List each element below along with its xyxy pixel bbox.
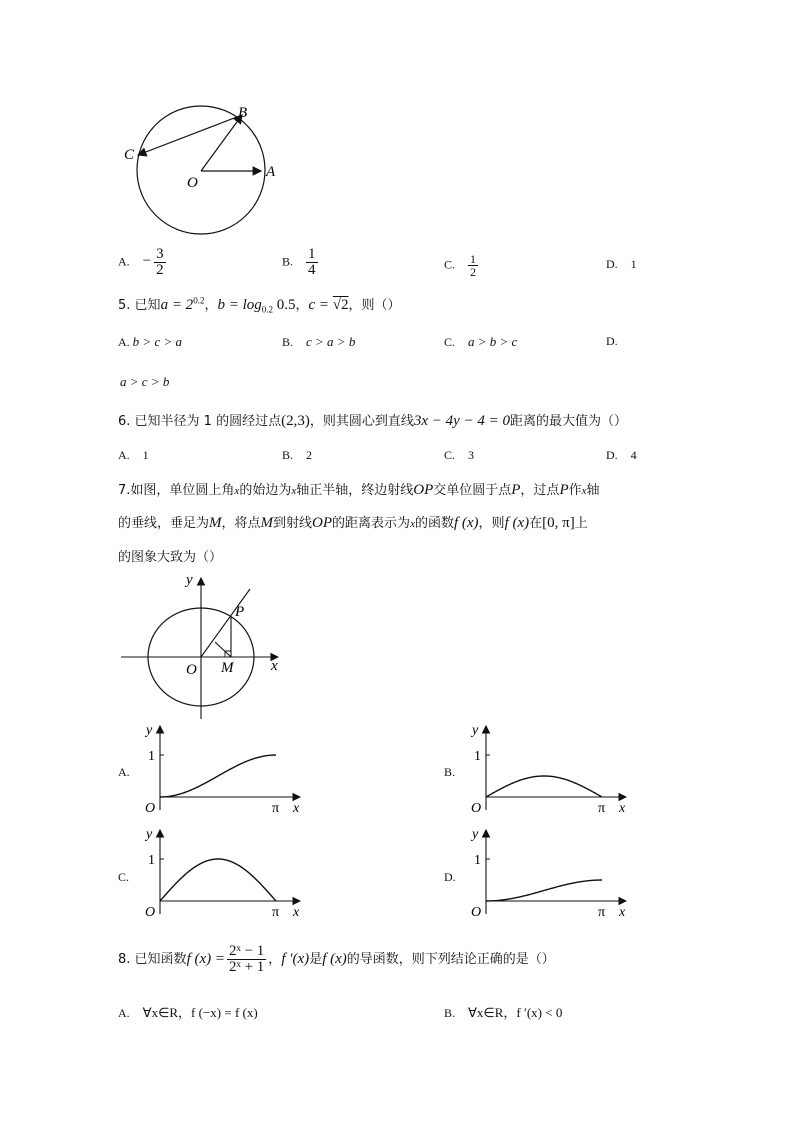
denominator: 4 (308, 262, 316, 278)
question-text: 轴 (586, 483, 600, 498)
math-var: P (559, 482, 569, 498)
label-one: 1 (474, 853, 481, 868)
question-7-line-2 (118, 512, 588, 532)
q6-option-b (282, 448, 312, 463)
distance-segment (215, 642, 231, 657)
option-label: B. (282, 335, 294, 349)
label-p: P (235, 604, 245, 620)
label-pi: π (272, 905, 280, 918)
question-number: 6. (118, 414, 131, 429)
math-func: f (x) (504, 515, 530, 531)
q7-option-c-label: C. (118, 870, 130, 884)
circle-vector-figure (115, 95, 285, 235)
ray-op (201, 589, 250, 657)
question-text: 在 (529, 516, 543, 531)
q6-option-d (606, 448, 637, 463)
label-one: 1 (474, 749, 481, 764)
option-value: 3 (468, 448, 475, 462)
option-text: ∀x∈R，f ′(x) < 0 (468, 1005, 563, 1020)
vector-bc (138, 115, 242, 155)
question-8 (118, 944, 555, 975)
question-text: 交单位圆于点 (433, 483, 512, 498)
question-text: 是 (309, 952, 323, 967)
question-text: 已知 (134, 298, 161, 313)
question-number: 8. (118, 952, 131, 967)
math-var: x (234, 485, 240, 497)
question-text: ，则其圆心到直线 (309, 414, 414, 429)
label-o: O (145, 905, 156, 918)
option-label: A. (118, 1006, 130, 1020)
option-text: b > c > a (132, 334, 182, 349)
separator: ， (295, 298, 309, 313)
option-label: A. (118, 335, 130, 349)
numerator: 1 (470, 252, 477, 266)
math-func: f ′(x) (281, 951, 310, 967)
label-y: y (146, 827, 153, 842)
label-o: O (471, 801, 482, 814)
graph-option-b (466, 722, 636, 814)
label-o: O (187, 175, 198, 191)
math-func: f (x) (322, 951, 347, 967)
math-b: b = log (217, 297, 262, 313)
q7-option-b-label: B. (444, 765, 456, 779)
option-value: 4 (630, 448, 637, 462)
denominator: 2 (156, 262, 164, 278)
option-text: a > b > c (468, 334, 518, 349)
math-var: x (581, 485, 587, 497)
question-7-line-3 (118, 546, 222, 565)
numerator: 3 (156, 246, 164, 262)
label-pi: π (598, 801, 606, 814)
question-text: 上 (574, 516, 588, 531)
question-number: 7. (118, 483, 131, 498)
label-one: 1 (148, 853, 155, 868)
math-b-arg: 0.5 (273, 297, 296, 313)
question-7-line-1 (118, 479, 600, 499)
q8-option-a (118, 1002, 258, 1021)
option-value: 1 (142, 448, 149, 462)
label-o: O (186, 662, 197, 678)
q5-option-b (282, 334, 355, 350)
label-a: A (266, 164, 276, 180)
math-var: x (410, 518, 415, 530)
q7-option-a-label: A. (118, 765, 130, 779)
graph-option-c (140, 826, 310, 918)
option-label: B. (282, 254, 294, 269)
math-var: P (511, 482, 521, 498)
minus-sign: − (142, 253, 152, 270)
option-label: A. (118, 254, 130, 269)
math-c: c = (308, 297, 333, 313)
question-text: ，将点 (221, 516, 261, 531)
label-pi: π (598, 905, 606, 918)
question-text: 到射线 (273, 516, 313, 531)
label-x: x (619, 905, 626, 918)
function-curve (160, 859, 276, 901)
function-curve (486, 776, 602, 797)
q6-option-a (118, 448, 149, 463)
option-label: C. (444, 335, 456, 349)
label-o: O (145, 801, 156, 814)
question-text: 如图，单位圆上角 (130, 483, 235, 498)
option-label: D. (606, 448, 618, 462)
math-var: OP (312, 515, 333, 531)
q5-option-d (606, 334, 618, 349)
label-m: M (221, 660, 234, 676)
option-label: D. (606, 257, 618, 271)
graph-option-a (140, 722, 310, 814)
q5-option-a (118, 334, 182, 350)
q7-option-d-label: D. (444, 870, 456, 884)
math-var: OP (413, 482, 434, 498)
math-a: a = 2 (160, 297, 194, 313)
label-one: 1 (148, 749, 155, 764)
q5-option-d-text (120, 374, 169, 390)
fraction (154, 247, 166, 278)
question-text: ，过点 (520, 483, 560, 498)
label-o: O (471, 905, 482, 918)
option-label: A. (118, 448, 130, 462)
question-text: 的导函数，则下列结论正确的是（） (346, 952, 555, 967)
label-x: x (619, 801, 626, 814)
fraction (468, 253, 478, 278)
question-text: 的距离表示为 (332, 516, 411, 531)
math-point: (2,3) (281, 413, 310, 429)
q6-option-c (444, 448, 474, 463)
option-label: B. (444, 1006, 456, 1020)
q8-option-b (444, 1002, 562, 1021)
label-x: x (293, 801, 300, 814)
math-line: 3x − 4y − 4 = 0 (413, 413, 511, 429)
math-a-exponent: 0.2 (193, 295, 205, 306)
question-6 (118, 410, 627, 430)
math-c-sqrt: √2 (332, 297, 349, 313)
q4-option-c (444, 253, 478, 278)
fraction (227, 944, 266, 975)
label-x: x (271, 658, 278, 674)
question-text: ，则（） (348, 298, 401, 313)
denominator: 2ˣ + 1 (229, 959, 265, 975)
option-value: 1 (630, 257, 637, 271)
question-text: 的图象大致为（） (118, 550, 223, 565)
q5-option-c (444, 334, 517, 350)
label-y: y (146, 723, 153, 738)
question-text: 的函数 (414, 516, 454, 531)
q4-option-d (606, 257, 637, 272)
numerator: 2ˣ − 1 (229, 943, 265, 959)
question-text: 已知半径为 1 的圆经过点 (134, 414, 282, 429)
option-label: C. (444, 257, 456, 272)
math-b-base: 0.2 (261, 304, 273, 315)
math-func: f (x) = (186, 951, 225, 967)
question-text: 轴正半轴，终边射线 (296, 483, 414, 498)
option-label: C. (444, 448, 456, 462)
question-text: 的垂线，垂足为 (118, 516, 210, 531)
question-text: ，则 (478, 516, 505, 531)
question-text: 作 (568, 483, 582, 498)
separator: ， (204, 298, 218, 313)
math-var: x (291, 485, 297, 497)
unit-circle-figure (118, 572, 293, 722)
label-y: y (186, 572, 193, 588)
label-pi: π (272, 801, 280, 814)
label-y: y (472, 827, 479, 842)
math-interval: [0, π] (542, 515, 575, 531)
question-text: 的始边为 (239, 483, 292, 498)
math-var: M (260, 515, 274, 531)
question-number: 5. (118, 298, 131, 313)
label-c: C (124, 147, 135, 163)
question-text: 已知函数 (134, 952, 187, 967)
q4-option-a (118, 247, 166, 278)
numerator: 1 (308, 246, 316, 262)
math-func: f (x) (453, 515, 479, 531)
label-b: B (238, 105, 248, 121)
fraction (306, 247, 318, 278)
option-text: ∀x∈R，f (−x) = f (x) (142, 1005, 258, 1020)
option-label: B. (282, 448, 294, 462)
option-text: a > c > b (120, 374, 170, 389)
q4-option-b (282, 247, 318, 278)
label-x: x (293, 905, 300, 918)
graph-option-d (466, 826, 636, 918)
denominator: 2 (470, 265, 477, 279)
option-label: D. (606, 334, 618, 348)
option-value: 2 (306, 448, 313, 462)
question-text: ， (268, 952, 282, 967)
function-curve (160, 755, 276, 797)
function-curve (486, 880, 602, 901)
math-var: M (209, 515, 222, 531)
question-5 (118, 294, 401, 315)
label-y: y (472, 723, 479, 738)
question-text: 距离的最大值为（） (510, 414, 628, 429)
option-text: c > a > b (306, 334, 356, 349)
